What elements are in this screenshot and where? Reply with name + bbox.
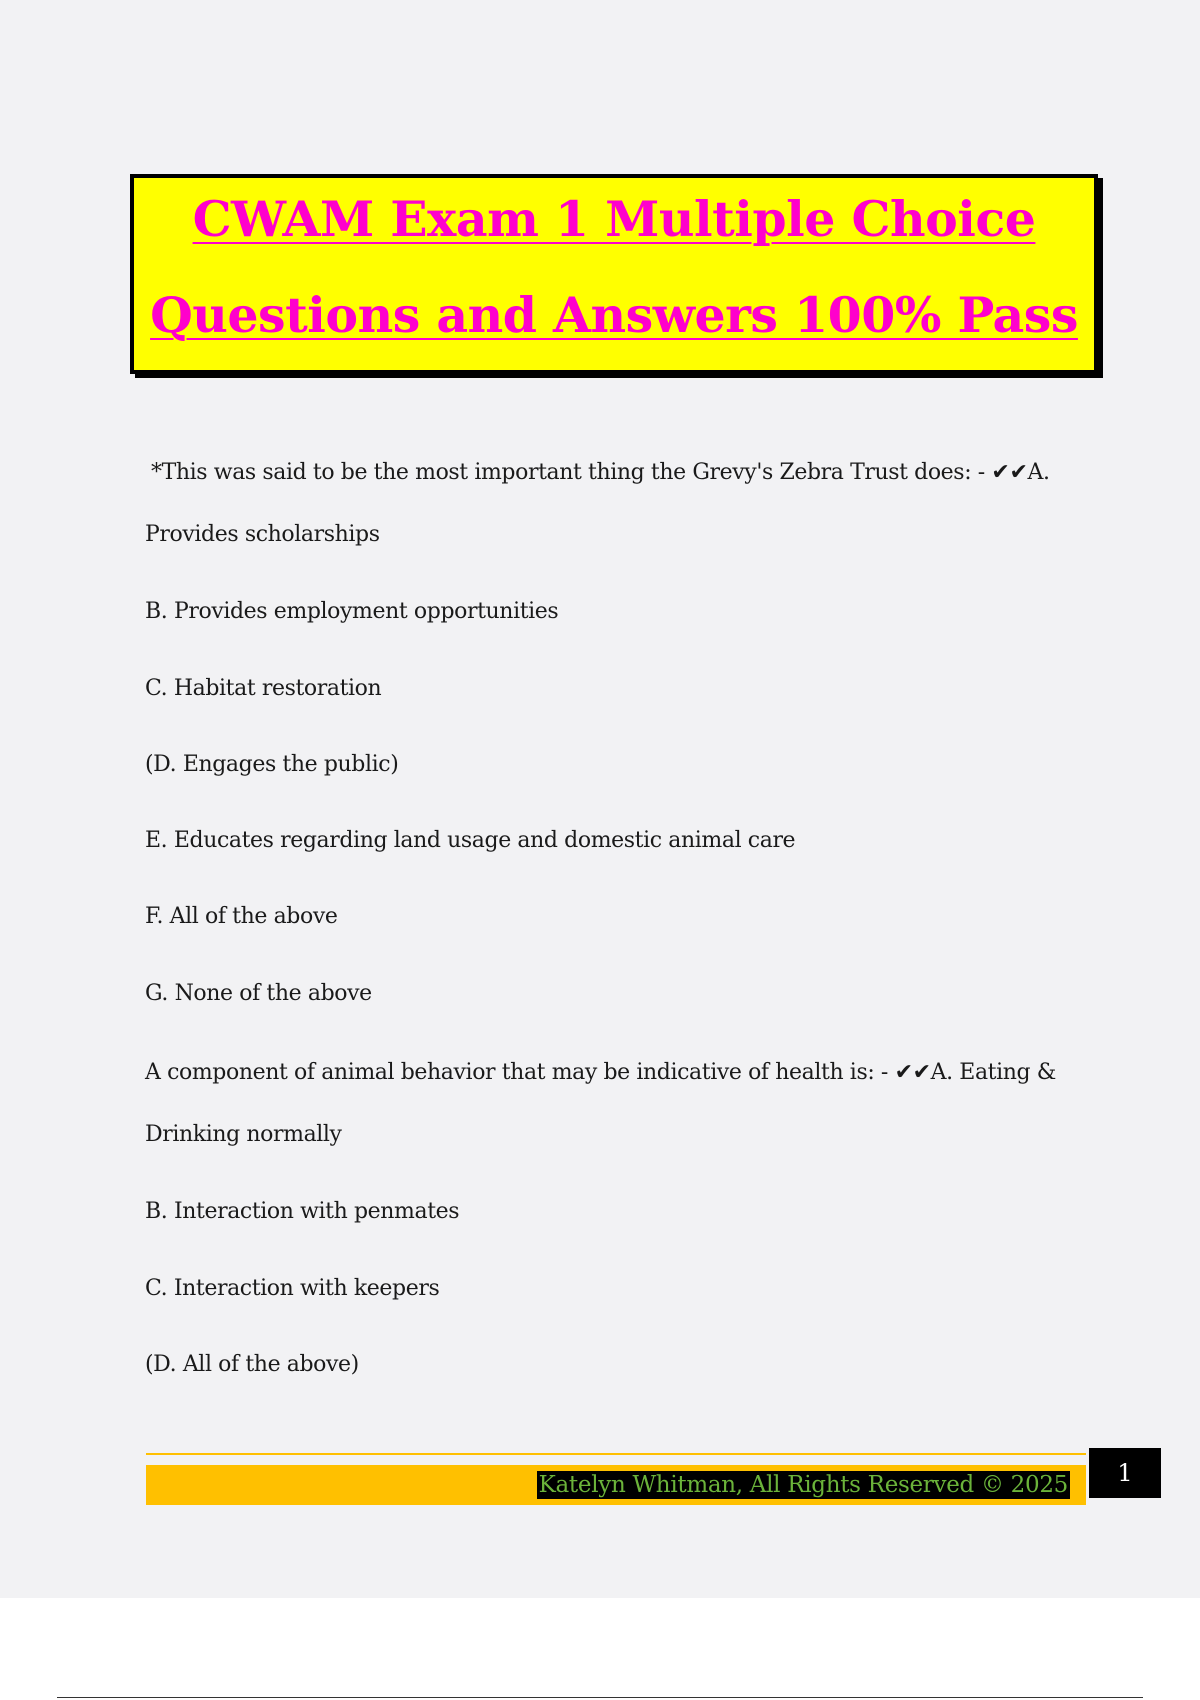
question-1-option-b: B. Provides employment opportunities [145, 599, 559, 624]
question-1-text-continued: Provides scholarships [145, 522, 380, 547]
footer-rule [146, 1453, 1086, 1455]
question-1-option-g: G. None of the above [145, 981, 372, 1006]
title-line-2: Questions and Answers 100% Pass [150, 286, 1078, 344]
question-2-option-c: C. Interaction with keepers [145, 1276, 440, 1301]
question-2-option-b: B. Interaction with penmates [145, 1199, 460, 1224]
question-1-option-c: C. Habitat restoration [145, 676, 382, 701]
question-1-option-f: F. All of the above [145, 904, 338, 929]
question-2-text: A component of animal behavior that may be indicative of health is: - ✔✔A. Eating & [145, 1060, 1056, 1085]
question-1-text: *This was said to be the most important thing the Grevy's Zebra Trust does: - ✔✔A. [151, 460, 1050, 485]
bottom-divider [57, 1697, 1143, 1698]
question-1-option-d: (D. Engages the public) [145, 752, 399, 777]
question-2-option-d: (D. All of the above) [145, 1352, 359, 1377]
question-2-text-continued: Drinking normally [145, 1122, 342, 1147]
title-box [130, 174, 1098, 374]
title-line-1: CWAM Exam 1 Multiple Choice [192, 190, 1036, 248]
footer-copyright: Katelyn Whitman, All Rights Reserved © 2025 [538, 1472, 1068, 1498]
footer-band [146, 1465, 1086, 1505]
page-number: 1 [1089, 1448, 1161, 1498]
question-1-option-e: E. Educates regarding land usage and domestic animal care [145, 828, 796, 853]
